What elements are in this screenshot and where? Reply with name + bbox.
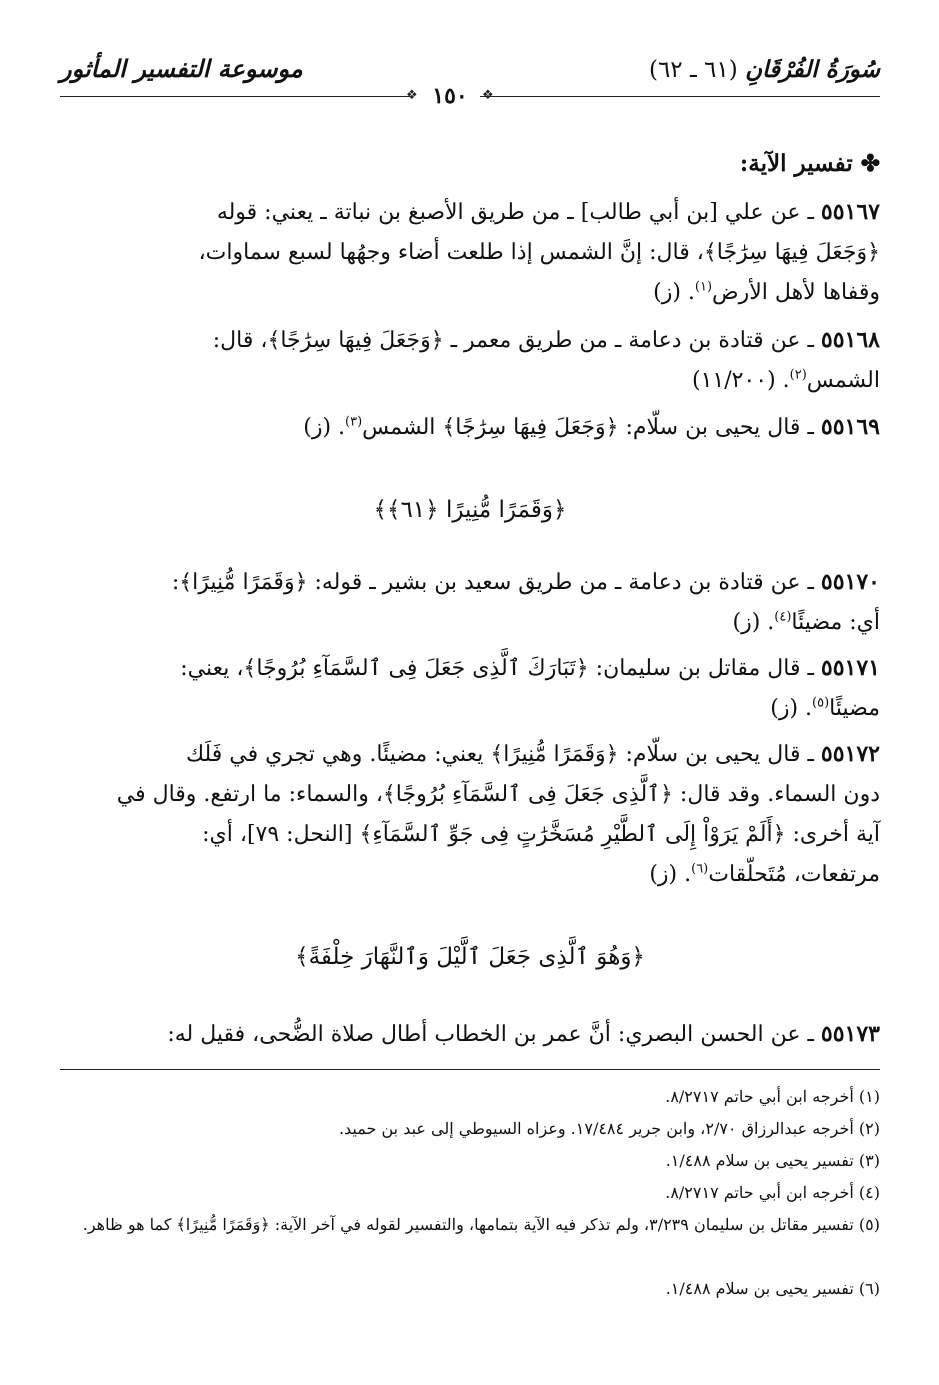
header-rule-right: [480, 96, 880, 97]
footnote-ref: (٤): [774, 609, 792, 625]
entry-text: دون السماء. وقد قال: ﴿ٱلَّذِى جَعَلَ فِى ٱلسَّمَآءِ بُرُوجًا﴾، والسماء: ما ارتفع. وقال في: [116, 782, 880, 807]
ornament-left-icon: ❖: [406, 88, 418, 103]
footnote-4: (٤) أخرجه ابن أبي حاتم ٨/٢٧١٧.: [665, 1183, 880, 1202]
surah-title: سُورَةُ الفُرْقَانِ: [745, 56, 880, 83]
footnote-1: (١) أخرجه ابن أبي حاتم ٨/٢٧١٧.: [665, 1087, 880, 1106]
entry-text: أي: مضيئًا: [791, 610, 880, 635]
entry-55169: [60, 407, 880, 448]
entry-text: وقفاها لأهل الأرض: [712, 280, 880, 305]
footnote-5: (٥) تفسير مقاتل بن سليمان ٣/٢٣٩، ولم تذكر فيه الآية بتمامها، والتفسير لقوله في آخر الآية: ﴿وَقَمَرًا مُّنِيرًا﴾ كما هو ظاهر.: [82, 1215, 880, 1234]
book-title: موسوعة التفسير المأثور: [60, 54, 303, 83]
entry-text: ـ عن قتادة بن دعامة ـ من طريق سعيد بن بشير ـ قوله: ﴿وَقَمَرًا مُّنِيرًا﴾:: [171, 570, 814, 595]
entry-text: مضيئًا: [829, 696, 880, 721]
entry-number: ٥٥١٦٨: [820, 327, 880, 353]
section-heading: ✤ تفسير الآية:: [739, 150, 880, 177]
entry-number: ٥٥١٧٢: [820, 741, 880, 767]
entry-55167: [60, 192, 880, 313]
entry-number: ٥٥١٧٠: [820, 569, 880, 595]
page-number: ١٥٠: [432, 83, 468, 109]
header-rule-left: [60, 96, 410, 97]
entry-text: ـ عن علي [بن أبي طالب] ـ من طريق الأصبغ بن نباتة ـ يعني: قوله: [216, 200, 814, 225]
entry-text: آية أخرى: ﴿أَلَمْ يَرَوْاْ إِلَى ٱلطَّيْرِ مُسَخَّرَٰتٍ فِى جَوِّ ٱلسَّمَآءِ﴾ [النحل: ٧٩]، أي:: [202, 822, 880, 847]
surah-header: [649, 56, 880, 83]
entry-text: ـ قال يحيى بن سلّام: ﴿وَجَعَلَ فِيهَا سِرَٰجًا﴾ الشمس: [362, 415, 814, 440]
footnote-6: (٦) تفسير يحيى بن سلام ١/٤٨٨.: [665, 1279, 880, 1298]
entry-text: ـ عن قتادة بن دعامة ـ من طريق معمر ـ ﴿وَجَعَلَ فِيهَا سِرَٰجًا﴾، قال:: [212, 328, 814, 353]
footnote-ref: (١): [694, 279, 713, 295]
entry-source: . (ز): [732, 610, 775, 635]
entry-source: . (ز): [770, 696, 813, 721]
entry-text: مرتفعات، مُتَحلّقات: [708, 862, 880, 887]
entry-text: ﴿وَجَعَلَ فِيهَا سِرَٰجًا﴾، قال: إنَّ الشمس إذا طلعت أضاء وجهُها لسبع سماوات،: [198, 240, 880, 265]
entry-number: ٥٥١٦٧: [820, 199, 880, 225]
entry-text: الشمس: [806, 368, 880, 393]
entry-number: ٥٥١٦٩: [820, 414, 880, 440]
entry-source: . (ز): [653, 280, 695, 305]
ornament-right-icon: ❖: [482, 88, 494, 103]
entry-number: ٥٥١٧١: [820, 655, 880, 681]
entry-55173: [60, 1014, 880, 1055]
footnote-3: (٣) تفسير يحيى بن سلام ١/٤٨٨.: [665, 1151, 880, 1170]
entry-55168: [60, 320, 880, 401]
footnote-separator: [60, 1069, 880, 1070]
footnote-ref: (٢): [789, 367, 807, 383]
entry-source: . (١١/٢٠٠): [691, 368, 790, 393]
entry-source: . (ز): [649, 862, 692, 887]
entry-55172: [60, 734, 880, 895]
entry-55171: [60, 648, 880, 729]
entry-source: . (ز): [303, 415, 346, 440]
entry-text: ـ قال يحيى بن سلّام: ﴿وَقَمَرًا مُّنِيرًا﴾ يعني: مضيئًا. وهي تجري في فَلَك: [185, 742, 814, 767]
footnote-2: (٢) أخرجه عبدالرزاق ٢/٧٠، وابن جرير ١٧/٤٨٤. وعزاه السيوطي إلى عبد بن حميد.: [338, 1119, 880, 1138]
footnote-ref: (٦): [691, 861, 709, 877]
entry-number: ٥٥١٧٣: [820, 1021, 880, 1047]
entry-55170: [60, 562, 880, 643]
footnote-ref: (٣): [345, 414, 363, 430]
entry-text: ـ عن الحسن البصري: أنَّ عمر بن الخطاب أطال صلاة الضُّحى، فقيل له:: [167, 1022, 814, 1047]
footnote-ref: (٥): [812, 695, 830, 711]
verse-62: ﴿وَهُوَ ٱلَّذِى جَعَلَ ٱلَّيْلَ وَٱلنَّهَارَ خِلْفَةً﴾: [295, 944, 645, 970]
entry-text: ـ قال مقاتل بن سليمان: ﴿تَبَارَكَ ٱلَّذِى جَعَلَ فِى ٱلسَّمَآءِ بُرُوجًا﴾، يعني:: [180, 656, 814, 681]
page: [60, 52, 880, 1352]
verse-range: (٦١ ـ ٦٢): [648, 57, 738, 83]
verse-61: ﴿وَقَمَرًا مُّنِيرًا ﴿٦١﴾﴾: [373, 497, 567, 523]
